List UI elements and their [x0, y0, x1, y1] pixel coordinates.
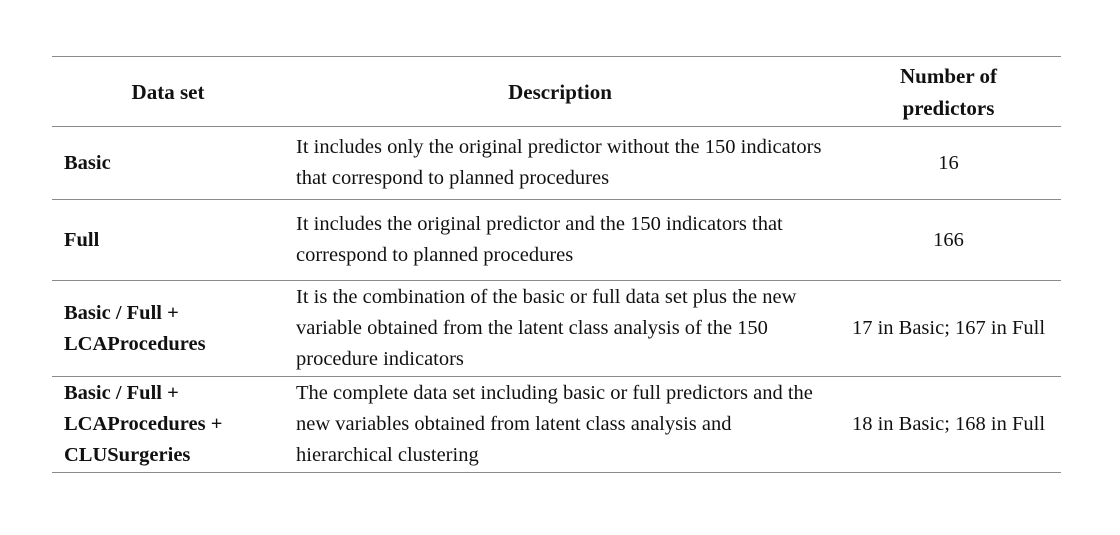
predictors-cell: 17 in Basic; 167 in Full	[851, 317, 1046, 339]
data-sets-table	[52, 56, 1061, 473]
header-number-of-predictors	[836, 57, 1061, 127]
dataset-cell	[52, 281, 284, 377]
header-row	[52, 57, 1061, 127]
header-predictors-line-1: Number of	[899, 63, 998, 88]
predictors-cell: 166	[933, 228, 964, 251]
description-cell: It is the combination of the basic or full data set plus the new variable obtained from the latent class analysis of the 150 procedure indicators	[296, 286, 797, 370]
table-row	[52, 127, 1061, 200]
description-cell: It includes only the original predictor without the 150 indicators that correspond to planned procedures	[296, 136, 822, 189]
dataset-name-line: Basic / Full +	[64, 382, 179, 404]
dataset-name-line: CLUSurgeries	[64, 444, 191, 466]
dataset-cell	[52, 200, 284, 281]
dataset-name-line: LCAProcedures +	[64, 413, 223, 435]
table-body	[52, 127, 1061, 473]
dataset-cell	[52, 377, 284, 473]
table-row	[52, 377, 1061, 473]
table-header	[52, 57, 1061, 127]
dataset-name-line: Basic / Full +	[64, 301, 179, 324]
predictors-cell: 16	[938, 151, 959, 174]
description-cell: It includes the original predictor and the 150 indicators that correspond to planned procedures	[296, 213, 783, 266]
dataset-cell	[52, 127, 284, 200]
predictors-cell: 18 in Basic; 168 in Full	[851, 413, 1046, 435]
header-dataset: Data set	[131, 79, 205, 104]
data-sets-table-container	[52, 56, 1061, 473]
dataset-name-line: LCAProcedures	[64, 332, 206, 355]
table-row	[52, 281, 1061, 377]
dataset-name-line: Full	[64, 228, 100, 251]
dataset-name-line: Basic	[64, 151, 111, 174]
header-description: Description	[508, 79, 612, 104]
header-predictors-line-2: predictors	[902, 95, 995, 120]
table-row	[52, 200, 1061, 281]
description-cell: The complete data set including basic or full predictors and the new variables obtained from latent class analysis and hierarchical clustering	[296, 382, 813, 466]
